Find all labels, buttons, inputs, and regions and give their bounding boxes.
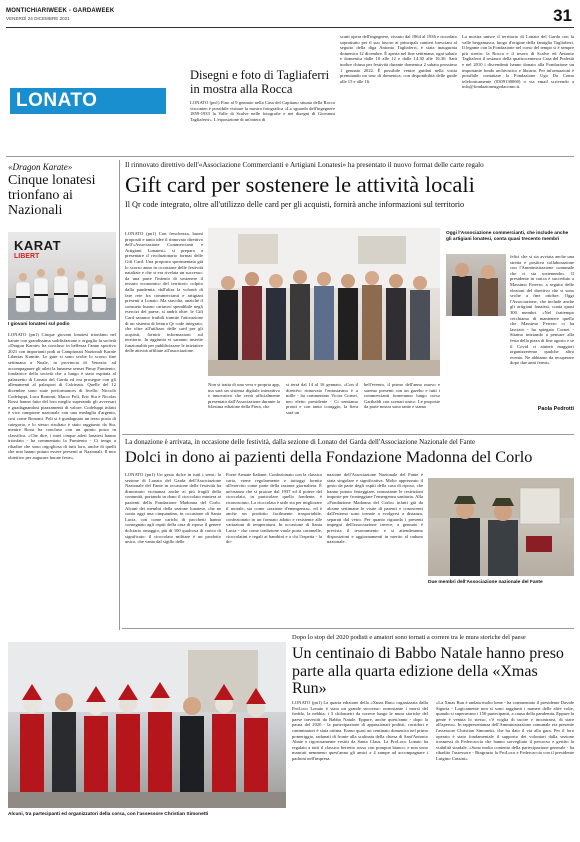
giftcard-title: Gift card per sostenere le attività locali [125, 172, 475, 197]
giftcard-kicker: Il rinnovato direttivo dell'«Associazione Commercianti e Artigiani Lonatesi» ha presentato il nuovo format delle carte regalo [125, 161, 484, 169]
dragon-photo [8, 232, 116, 320]
xmas-kicker: Dopo lo stop del 2020 podisti e amatori sono tornati a correre tra le mura storiche del paese [292, 634, 526, 641]
giftcard-right-caption: Oggi l'Associazione commercianti, che include anche gli artigiani lonatesi, conta quasi trecento membri [446, 231, 569, 242]
giftcard-right-body: felici che si sia avviata anche una stretta e positiva collaborazione con l'Amministrazione comunale che ci sta sostenendo». Il presidente in carica è succeduto a Massimo Ferrero, a seguito delle elezioni del direttivo che si sono svolte a fine ottobre. Oggi l'Associazione, che include anche gli artigiani lonatesi, conta quasi 300 membri. «Nel frattempo cerchiamo di mantenere quello che Massimo Ferrero ci ha lasciato - ha spiegato Cornei - Stiamo iniziando a pensare alla festa della pizza di fine agosto e se il Covid ci aiuterà maggiori organizzeremo qualche altro evento. Ne abbiamo da recuperare dopo due anni fermi». [510, 254, 574, 366]
dolci-col1: LONATO (pn1) Un gesto dolce in tutti i sensi: la sezione di Lonato del Garda dell'Associazione Nazionale del Fante in occasione delle festività ha dimostrato vicinanza anche ai più fragili della comunità, portando in dono il cioccolato miniera ai pazienti della Fondazione Madonna del Corlo. Alcuni dei membri della sezione lonatese, che ne conta oggi una cinquantina, in occasione di Santa Lucia, con come carichi di pacchetti hanno consegnato agli ospiti della casa di riposo il genere dolciario omaggio, più di 100 qualcosa di carico di significato: il cioccolato militare è un prodotto unico, che vanta dal sigillo delle [125, 472, 221, 545]
giftcard-subtitle: Il Qr code integrato, oltre all'utilizzo delle card per gli acquisti, fornirà anche informazioni sul territorio [125, 200, 465, 209]
xmas-caption: Alcuni, tra partecipanti ed organizzatori della corsa, con l'assessore Christian Simonetti [8, 812, 209, 817]
dragon-title: Cinque lonatesi trionfano ai Nazionali [8, 173, 96, 218]
xmas-crowd [8, 642, 286, 808]
dolci-title: Dolci in dono ai pazienti della Fondazione Madonna del Corlo [125, 447, 533, 466]
section-rule-3 [122, 628, 574, 629]
dolci-kicker: La donazione è arrivata, in occasione delle festività, dalla sezione di Lonato del Garda dell'Associazione Nazionale del Fante [125, 438, 476, 446]
masthead [6, 6, 574, 28]
masthead-rule [6, 27, 574, 28]
tagliaferri-col2: scatti opera dell'ingegnere, vissuto dal 1864 al 1936 e ricordato soprattutto per il suo lavoro ai principali cantieri bresciani al seguito della diga Antonio Tagliaferri, è stata inaugurata domenica 12 dicembre. È aperta nel fine settimana, ogni sabato e domenica dalle 10 alle 12 e dalle 14.30 alle 16.30. Sarà inoltre chiusa per festività durante domenica 2 sabato prossimo 1 gennaio 2022. È possibile venire guidati nella visita prenotando un tour di domenica, con disponibilità delle guide alle 15 e alle 16. [340, 34, 457, 84]
dragon-kicker: «Dragon Karate» [8, 162, 73, 172]
dolci-col2: Forze Armate Italiane. Confezionato con la classica carta, viene regolarmente e tuttoggi fornito all'esercito come parte della razione giornaliera. È un'usanza che si protrae dal 1937 ed il potere del cioccolato, in particolare quello fondente, è riconosciuto. La cioccolata è utile sia per migliorare il morale, sia come «razione d'emergenza», ed è anche un prodotto facilmente trasportabile, confezionato in un formato adatto e resistente alle variazioni di temperatura. In occasione di Santa Lucia - che come tradizione vuole porta caramelle, cioccolatini e regali ai bambini e a chi l'aspetta - la do- [226, 472, 322, 545]
tagliaferri-col3: La mostra unisce il territorio di Lonato del Garda con la valle bergamasca, luogo d'origine della famiglia Tagliaferri. Il legame con la Fondazione nel corso del tempo si è sempre più stretto: la Rocca e il tesoro di Scalve ed Antonio Tagliaferri il restauro della quattrocentesca Casa del Podestà e nel 2010 i discendenti hanno donato alla Fondazione un importante fondo archivistico e librario. Per informazioni è possibile contattare la Fondazione Ugo Da Como telefonicamente (0309130060) o via email scrivendo a info@fondazioneugodacomo.it. [462, 34, 574, 90]
dolci-photo [428, 478, 574, 576]
page-number: 31 [553, 6, 572, 25]
karate-sign-line2: LIBERT [14, 253, 40, 260]
karate-sign [14, 238, 61, 260]
xmas-col1: LONATO (pn1) La quarta edizione della «Xmas Run» organizzata dalla ProLoco Lonato è stata un grande successo: nonostante i morsi del freddo, la nebbia, i 3 chilometri da correre lungo le mura storiche del paese travestiti da Babbo Natale. Eppure, anche quest'anno - dopo la pausa del 2020 - la partecipazione di appassionati podisti, corridori e camminatori è stata ottima. Erano quasi un centinaio domenica nel primo pomeriggio, radunati di fronte alla scalinata della chiesa di Sant'Antonio Abate e rigorosamente vestiti da Santa Claus. La ProLoco Lonato ha regalato a tutti il classico berretto rosso con pompon bianco, e non sono mancati nemmeno quest'anno gli amici a 4 zampe ad accompagnare i padroni nell'impresa. [292, 700, 428, 761]
section-rule-1 [6, 156, 574, 157]
dolci-caption: Due membri dell'Associazione nazionale del Fante [428, 580, 543, 585]
giftcard-photo [208, 228, 440, 376]
dragon-caption: I giovani lonatesi sul podio [8, 322, 70, 327]
group-portrait [208, 228, 440, 376]
xmas-title: Un centinaio di Babbo Natale hanno preso parte alla quarta edizione della «Xmas Run» [292, 645, 564, 697]
xmas-col2: «La Xmas Run è andata molto bene - ha commentato il presidente Davide Siguria - Logicamente non si sono raggiunti i numeri delle altre volte, quando si superavano i 150 partecipanti, a causa della pandemia. Eppure la gente è venuta lo stesso, c'è voglia di uscire e incontrarsi, di stare all'aperto». In rappresentanza dell'Amministrazione comunale era presente l'assessore Christian Simonetti, che ha dato il via alla gara. Per il loro operato è stato fondamentale il supporto dei volontari dalla sezione trasmessi di Federcaccia che hanno sorvegliato il percorso e gestito la viabilità stradale. «Sono molto contento della partecipazione generale - ha ribadito l'assessore - Ringrazio la ProLoco e Federcaccia con il presidente Luigino Cassini». [436, 700, 574, 761]
tagliaferri-title: Disegni e foto di Tagliaferri in mostra alla Rocca [190, 68, 330, 96]
karate-athletes [8, 268, 116, 320]
dragon-body: LONATO (pn1) Cinque giovani lonatesi trionfano nel karate con grandissima soddisfazione e orgoglio la società «Dragon Karate» ha concluso in bellezza l'anno sportivo 2021 con importanti podi ai Campionati Nazionali Karate Libertas Kumite. Le gare si sono svolte lo scorso fine settimana a Noale, in provincia di Venezia: ad accompagnare gli atleti la lunatese sensei Pinuy Fumiento, fondatrice della società che a lungo è stata ospitata al palazzetto di Lonato del Garda ed ora prosegue con gli allenamenti al palasport di Calcinato. Quelle del 12 dicembre sono state performances di livello: Niccolò Codeluppi, Luca Bonomi, Marco Poli, Eric Siu e Nicolas Rossi hanno fatto del loro meglio superando gli avversari e guadagnandosi piazzamenti di valore. Codeluppi infatti è vice campione nazionale con una medaglia d'argento, così come Bonomi. Poli si è guadagnato un terzo posto di categoria, e lo stesso risultato è stato raggiunto da Siu, mentre Rossi ha concluso con un quinto posto in classifica. «Che dire, i miei cinque atleti lonatesi hanno trionfato - ha commentato la Fumiento - Ci tengo a ribadire che sono orgogliosa di tutti loro, anche di quelli che non hanno potuto essere presenti ai Nazionali. Il mio obiettivo per augurare buone feste». [8, 332, 116, 461]
dolci-col3: nazione dell'Associazione Nazionale del Fante è stata singolare e significativa. Molto apprezzato il gesto da parte degli ospiti della casa di riposo, che hanno potuto festeggiare, nonostante le restrizioni imposte per fronteggiare l'emergenza sanitaria. Alla «Fondazione Madonna del Corlo» infatti già da alcune settimane le visite di parenti e conoscenti dall'esterno sono tornate a svolgersi a distanza, separati dal vetro. Per quanto riguarda i presenti impegni dell'associazione invece, a gennaio è prevista il tesseramento e si attenderanno disposizioni e aggiornamenti in merito al raduno nazionale. [327, 472, 423, 545]
giftcard-signature: Paola Pedrotti [537, 406, 574, 412]
section-rule-2 [122, 434, 574, 435]
karate-sign-line1: KARAT [14, 238, 62, 253]
masthead-date: VENERDÌ 24 DICEMBRE 2021 [6, 16, 70, 21]
xmas-photo [8, 642, 286, 808]
giftcard-col3: si terrà dal 14 al 16 gennaio. «Con il direttivo rinnovato l'entusiasmo è a mille - ha commentato Victor Cornei, neo eletto presidente - Ci sentiamo pronti e con tanto coraggio, la fiera sarà un [286, 382, 358, 415]
giftcard-col4: bell'evento, il primo dell'anno nuovo e saremo presenti con un gazebo e tutti i commercianti forneranno lungo corso Garibaldi con scenari unico. Le proposte da parte nostra sono tante e siamo [364, 382, 440, 410]
giftcard-col2: Non si tratta di una vera e propria app, ma sarà un sistema digitale interattivo e innovativo che verrà ufficialmente presentato dall'Associazione durante la 64esima edizione della Fiera, che [208, 382, 280, 410]
section-label-text: LONATO [16, 90, 98, 111]
section-label [10, 88, 166, 114]
giftcard-col1: LONATO (pn1) Con freschezza, buoni propositi e tanto idee il rinnovato direttivo dell'«Associazione Commercianti e Artigiani Lonatesi» si prepara a presentare il rivoluzionario format delle Gift Card. Una proposta sperimentata già lo scorso anno in occasione delle festività natalizie e che si era rivelata un successo: da una parte l'intento di sostenere il tessuto economico del territorio colpito dalla pandemia, dall'altra la volontà di fare rete fra commercianti e artigiani presenti a Lonato. Ma stavolta, anziché il consueto buono cartaceo spendibile negli esercizi del paese, si andrà oltre: le Gift Card saranno fruibili tramite l'attivazione di un sistema di lettura Qr code integrato, che oltre all'utilizzo delle card per gli acquisti, fornirà informazioni sul territorio. In aggiunta vi saranno inserite funzionalità per pubblicizzare le iniziative delle attività affiliate all'associazione. [125, 231, 203, 354]
masthead-brand: MONTICHIARIWEEK - GARDAWEEK [6, 8, 115, 14]
left-column-rule [119, 160, 120, 630]
tagliaferri-col1: LONATO (pn1) Fino al 9 gennaio nella Casa del Capitano situata della Rocca visconteo è possibile visitare la mostra fotografica «Lo sguardo dell'ingegnere 1859-1933 la Valle di Scalve nelle fotografie e nei disegni di Giovanni Tagliaferri». L'esposizione di un'intera di [190, 100, 335, 122]
giftcard-right-photo [446, 254, 506, 316]
